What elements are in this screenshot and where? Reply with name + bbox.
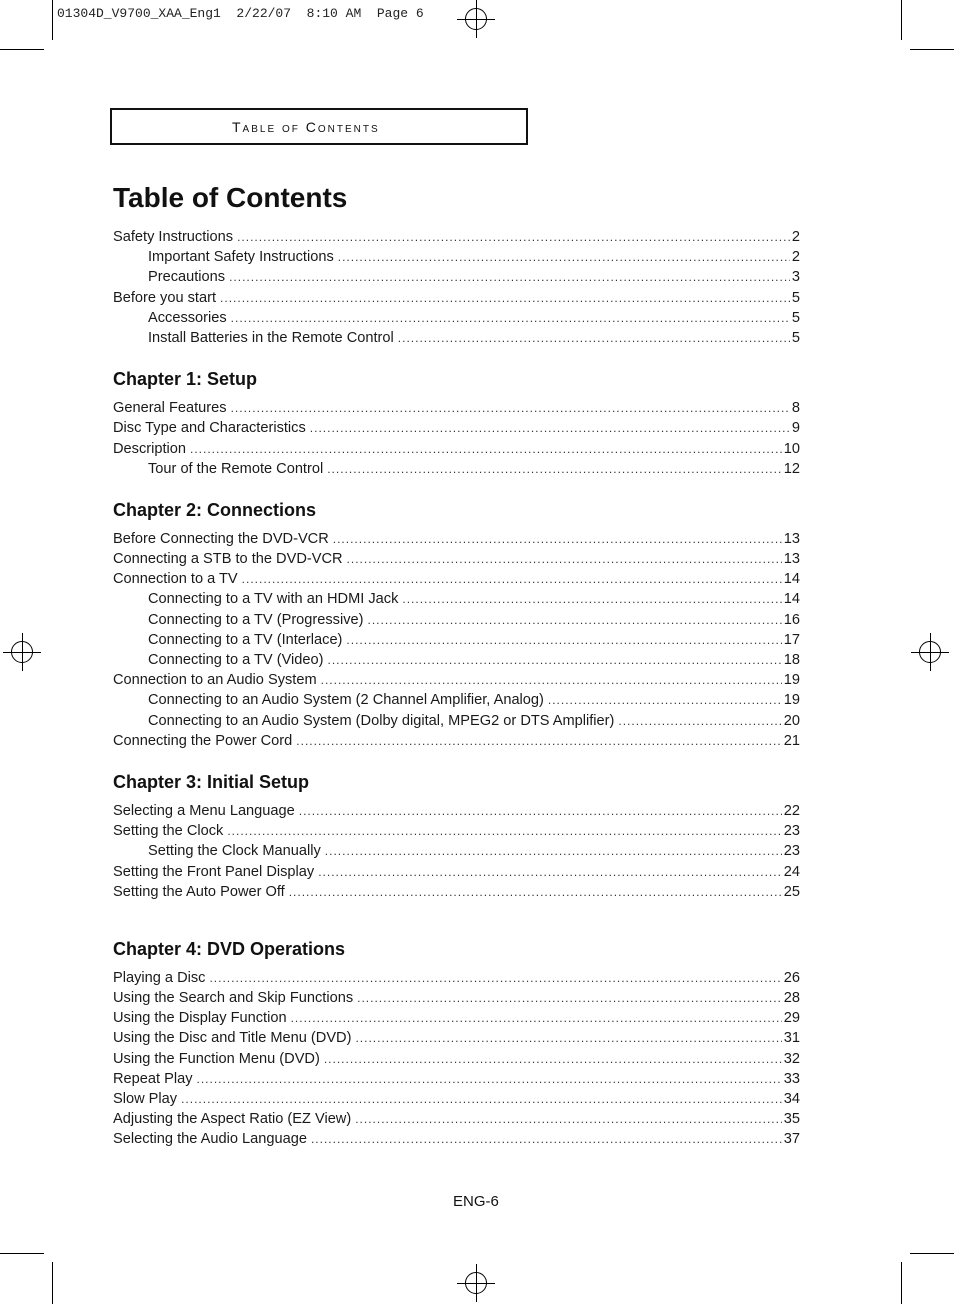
- crop-mark: [910, 49, 954, 50]
- toc-entry-label: Setting the Front Panel Display: [113, 863, 315, 880]
- toc-entry-label: Connecting to a TV with an HDMI Jack: [148, 591, 399, 608]
- toc-entry[interactable]: [113, 441, 800, 461]
- dot-leader: [324, 1052, 782, 1066]
- section-header-label: Table of Contents: [232, 118, 380, 135]
- toc-entry[interactable]: [113, 803, 800, 823]
- toc-entry-label: Setting the Clock: [113, 823, 224, 840]
- toc-entry-label: Connection to a TV: [113, 571, 238, 588]
- toc-entry-page: 5: [791, 329, 800, 346]
- toc-entry-label: Connecting to a TV (Interlace): [148, 631, 343, 648]
- dot-leader: [347, 552, 782, 566]
- crop-mark: [0, 49, 44, 50]
- dot-leader: [357, 991, 782, 1005]
- toc-entry-page: 21: [783, 732, 800, 749]
- toc-entry-label: Important Safety Instructions: [148, 249, 334, 266]
- toc-entry-label: Accessories: [148, 309, 227, 326]
- toc-entry-page: 25: [783, 883, 800, 900]
- section-spacer: [113, 904, 800, 920]
- toc-entry-label: Connecting the Power Cord: [113, 732, 293, 749]
- dot-leader: [190, 442, 782, 456]
- toc-entry-page: 16: [783, 611, 800, 628]
- dot-leader: [618, 714, 781, 728]
- toc-entry-page: 23: [783, 843, 800, 860]
- dot-leader: [310, 421, 790, 435]
- toc-entry[interactable]: [113, 290, 800, 310]
- toc-entry[interactable]: [113, 1071, 800, 1091]
- dot-leader: [398, 331, 790, 345]
- crop-mark: [901, 1262, 902, 1304]
- crop-mark: [52, 1262, 53, 1304]
- toc-entry-label: Connecting to a TV (Video): [148, 652, 324, 668]
- toc-entry-label: Setting the Clock Manually: [148, 843, 321, 860]
- toc-entry[interactable]: [113, 970, 800, 990]
- crop-mark: [901, 0, 902, 40]
- toc-entry-page: 34: [783, 1091, 800, 1107]
- dot-leader: [289, 885, 782, 899]
- toc-entry-label: Tour of the Remote Control: [148, 460, 324, 477]
- toc-entry-label: Using the Disc and Title Menu (DVD): [113, 1030, 352, 1047]
- toc-entry-label: Using the Display Function: [113, 1010, 287, 1027]
- toc-entry-page: 33: [783, 1070, 800, 1087]
- toc-entry-page: 13: [783, 530, 800, 547]
- toc-entry-page: 23: [783, 823, 800, 840]
- toc-entry[interactable]: [113, 713, 800, 733]
- toc-entry-page: 22: [783, 802, 800, 819]
- dot-leader: [311, 1132, 782, 1146]
- toc-entry-label: General Features: [113, 400, 227, 417]
- toc-entry-page: 37: [783, 1131, 800, 1148]
- toc-entry[interactable]: [113, 310, 800, 330]
- toc-entry-page: 12: [783, 460, 800, 477]
- chapter-heading: Chapter 3: Initial Setup: [113, 771, 310, 792]
- toc-entry-label: Using the Search and Skip Functions: [113, 990, 354, 1007]
- toc-entry-label: Selecting the Audio Language: [113, 1131, 307, 1148]
- toc-entry-label: Before you start: [113, 289, 217, 306]
- dot-leader: [291, 1011, 782, 1025]
- chapter-heading: Chapter 1: Setup: [113, 369, 258, 390]
- toc-entry-page: 29: [783, 1010, 800, 1027]
- dot-leader: [402, 592, 781, 606]
- toc-entry-page: 17: [783, 631, 800, 648]
- toc-entry-label: Before Connecting the DVD-VCR: [113, 530, 329, 547]
- toc-entry[interactable]: [113, 823, 800, 843]
- toc-entry-page: 19: [783, 672, 800, 689]
- dot-leader: [242, 572, 782, 586]
- dot-leader: [231, 311, 790, 325]
- dot-leader: [328, 653, 782, 667]
- toc-entry-label: Setting the Auto Power Off: [113, 883, 285, 900]
- toc-entry[interactable]: [113, 632, 800, 652]
- toc-entry-label: Connecting to an Audio System (Dolby digital, MPEG2 or DTS Amplifier): [148, 712, 615, 729]
- toc-entry[interactable]: [113, 461, 800, 481]
- toc-entry-label: Description: [113, 440, 186, 457]
- toc-entry-page: 5: [791, 289, 800, 306]
- toc-entry[interactable]: [113, 652, 800, 672]
- dot-leader: [368, 613, 782, 627]
- dot-leader: [229, 270, 790, 284]
- registration-mark-icon: [911, 633, 949, 671]
- crop-mark: [910, 1253, 954, 1254]
- toc-entry[interactable]: [113, 420, 800, 440]
- toc-entry[interactable]: [113, 591, 800, 611]
- toc-entry-label: Selecting a Menu Language: [113, 802, 295, 819]
- toc-entry[interactable]: [113, 1051, 800, 1071]
- toc-entry-page: 14: [783, 591, 800, 608]
- toc-entry[interactable]: [113, 864, 800, 884]
- toc-entry[interactable]: [113, 692, 800, 712]
- toc-entry-page: 14: [783, 571, 800, 588]
- page-number: ENG-6: [453, 1193, 499, 1210]
- toc-entry-page: 9: [791, 420, 800, 437]
- dot-leader: [181, 1092, 782, 1106]
- crop-mark: [52, 0, 53, 40]
- toc-entry-label: Slow Play: [113, 1091, 178, 1107]
- toc-entry-label: Safety Instructions: [113, 229, 234, 245]
- toc-entry-label: Precautions: [148, 269, 226, 286]
- toc-entry-label: Playing a Disc: [113, 969, 206, 986]
- toc-entry[interactable]: [113, 330, 800, 350]
- dot-leader: [318, 865, 782, 879]
- dot-leader: [333, 532, 782, 546]
- dot-leader: [237, 230, 790, 244]
- toc-entry-page: 20: [783, 712, 800, 729]
- toc-entry-page: 32: [783, 1050, 800, 1067]
- toc-entry[interactable]: [113, 1131, 800, 1151]
- chapter-heading: Chapter 2: Connections: [113, 499, 317, 520]
- toc-entry-label: Adjusting the Aspect Ratio (EZ View): [113, 1111, 352, 1128]
- dot-leader: [346, 633, 781, 647]
- dot-leader: [325, 844, 782, 858]
- toc-entry[interactable]: [113, 672, 800, 692]
- dot-leader: [338, 250, 790, 264]
- toc-entry[interactable]: [113, 1030, 800, 1050]
- toc-entry-label: Connecting to an Audio System (2 Channel Amplifier, Analog): [148, 692, 544, 709]
- dot-leader: [209, 971, 781, 985]
- toc-entry[interactable]: [113, 1111, 800, 1131]
- toc-entry[interactable]: [113, 269, 800, 289]
- toc-entry-page: 2: [791, 229, 800, 245]
- toc-entry-label: Disc Type and Characteristics: [113, 420, 306, 437]
- toc-entry[interactable]: [113, 1010, 800, 1030]
- dot-leader: [548, 693, 782, 707]
- dot-leader: [355, 1112, 782, 1126]
- crop-mark: [0, 1253, 44, 1254]
- toc-entry[interactable]: [113, 843, 800, 863]
- dot-leader: [220, 291, 790, 305]
- toc-entry-page: 24: [783, 863, 800, 880]
- toc-entry-label: Connecting a STB to the DVD-VCR: [113, 551, 343, 568]
- dot-leader: [321, 673, 782, 687]
- toc-entry[interactable]: [113, 229, 800, 249]
- registration-mark-icon: [457, 1264, 495, 1302]
- toc-entry[interactable]: [113, 1091, 800, 1111]
- toc-entry-page: 28: [783, 990, 800, 1007]
- dot-leader: [355, 1031, 781, 1045]
- dot-leader: [197, 1072, 782, 1086]
- toc-entry-page: 5: [791, 309, 800, 326]
- toc-entry-page: 26: [783, 969, 800, 986]
- toc-entry-label: Connection to an Audio System: [113, 672, 317, 689]
- dot-leader: [296, 734, 781, 748]
- registration-mark-icon: [457, 0, 495, 38]
- toc-entry-page: 35: [783, 1111, 800, 1128]
- toc-entry-page: 10: [783, 440, 800, 457]
- toc-entry[interactable]: [113, 733, 800, 753]
- toc-entry[interactable]: [113, 990, 800, 1010]
- print-slug: 01304D_V9700_XAA_Eng1 2/22/07 8:10 AM Page 6: [57, 6, 424, 21]
- toc-entry-page: 18: [783, 652, 800, 668]
- toc-entry-label: Install Batteries in the Remote Control: [148, 329, 394, 346]
- dot-leader: [327, 462, 782, 476]
- table-of-contents: [113, 229, 800, 1152]
- toc-entry-page: 3: [791, 269, 800, 286]
- toc-entry-label: Using the Function Menu (DVD): [113, 1050, 320, 1067]
- dot-leader: [227, 824, 781, 838]
- registration-mark-icon: [3, 633, 41, 671]
- chapter-heading: Chapter 4: DVD Operations: [113, 938, 346, 959]
- toc-entry-page: 31: [783, 1030, 800, 1047]
- dot-leader: [231, 401, 790, 415]
- toc-entry[interactable]: [113, 551, 800, 571]
- toc-entry-label: Connecting to a TV (Progressive): [148, 611, 364, 628]
- toc-entry[interactable]: [113, 531, 800, 551]
- toc-entry-page: 13: [783, 551, 800, 568]
- toc-entry-label: Repeat Play: [113, 1070, 193, 1087]
- toc-entry[interactable]: [113, 884, 800, 904]
- section-header-tab: [110, 108, 528, 145]
- page-title: Table of Contents: [113, 182, 348, 213]
- toc-entry-page: 2: [791, 249, 800, 266]
- toc-entry-page: 8: [791, 400, 800, 417]
- toc-entry[interactable]: [113, 249, 800, 269]
- toc-entry[interactable]: [113, 400, 800, 420]
- dot-leader: [299, 804, 782, 818]
- toc-entry-page: 19: [783, 692, 800, 709]
- toc-entry[interactable]: [113, 571, 800, 591]
- toc-entry[interactable]: [113, 612, 800, 632]
